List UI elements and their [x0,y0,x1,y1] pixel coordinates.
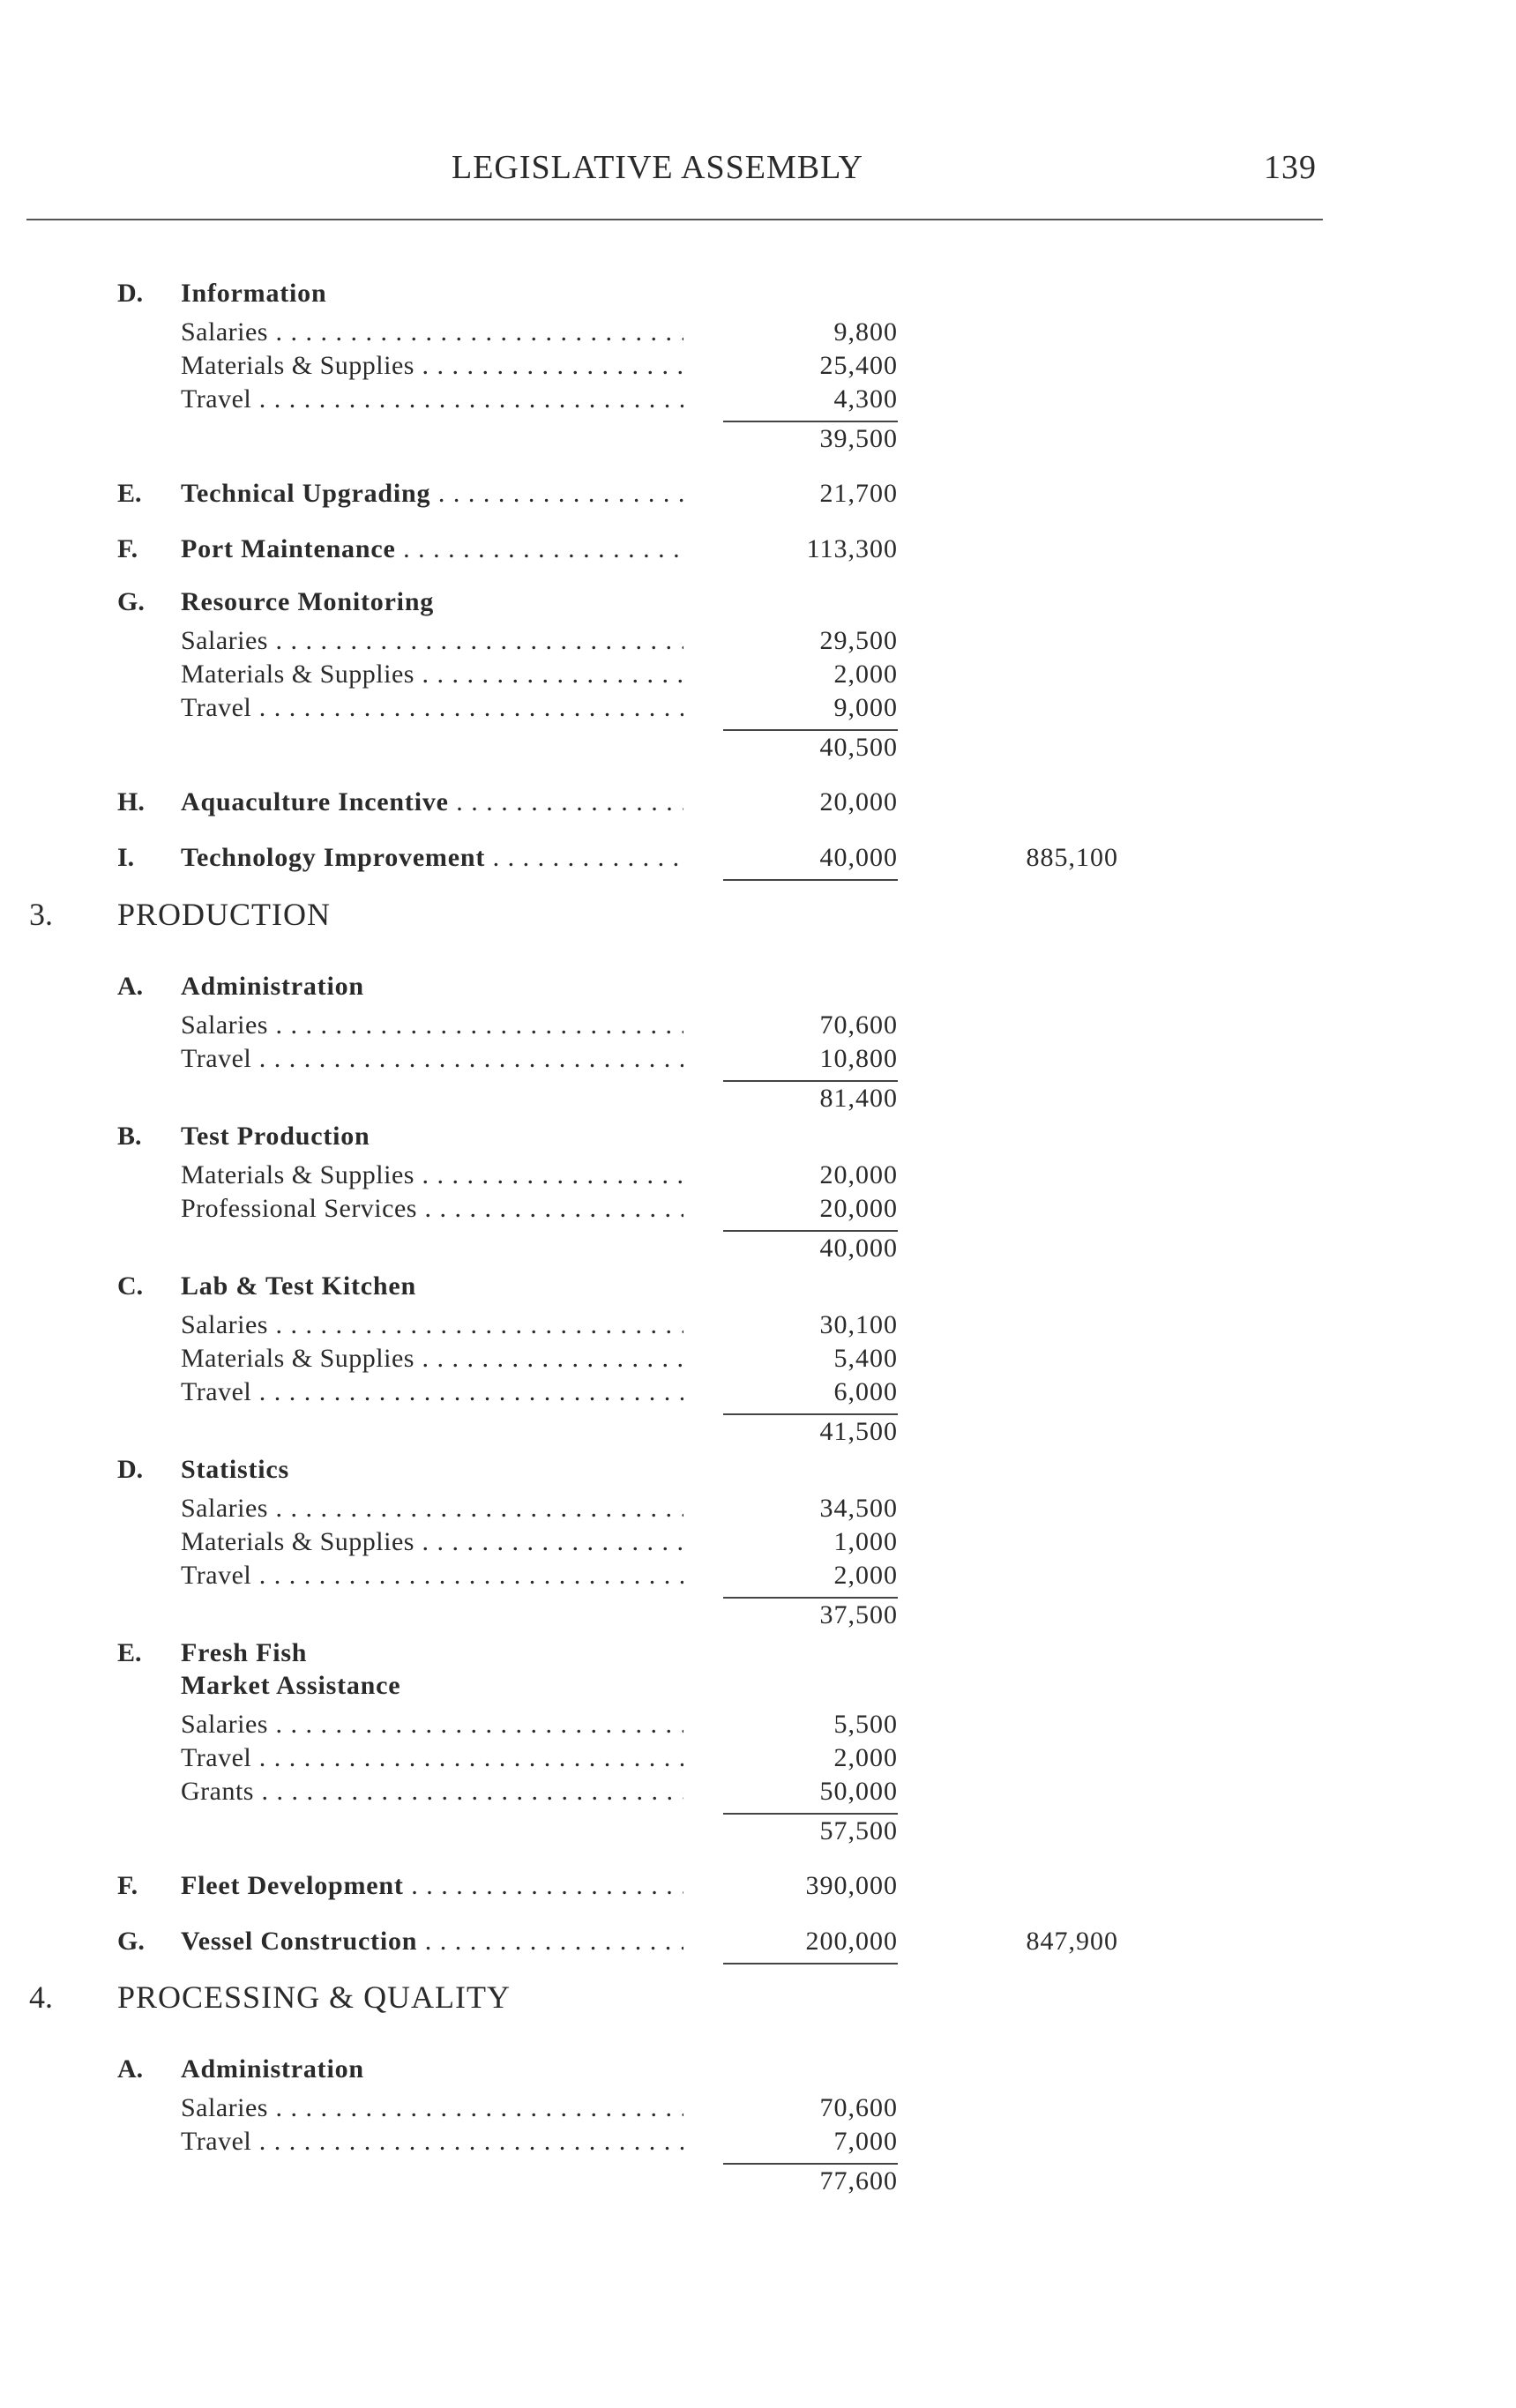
section-heading [0,1979,1516,2015]
amount: 390,000 [805,1871,898,1900]
subsection-row [0,1668,1516,1703]
subsection-row [0,840,1516,876]
subsection-letter: E. [117,479,142,508]
section-total: 847,900 [1026,1927,1118,1956]
subtotal-amount: 40,500 [819,733,898,762]
section-number: 3. [29,897,53,932]
subtotal-row [0,1598,1516,1633]
subsection-row [0,476,1516,511]
line-item [0,348,1516,384]
line-item [0,382,1516,417]
subsection-label: Aquaculture Incentive . . . [181,785,683,820]
line-item-amount: 25,400 [819,351,898,380]
subtotal-row [0,730,1516,765]
subsection-letter: F. [117,1871,138,1900]
subtotal-amount: 40,000 [819,1234,898,1263]
amount: 21,700 [819,479,898,508]
line-item-amount: 4,300 [723,382,898,417]
subsection-letter: H. [117,787,145,816]
subsection-label: Fleet Development . . . [181,1868,683,1904]
line-item [0,1741,1516,1776]
subtotal-row [0,421,1516,457]
line-item-amount: 20,000 [819,1160,898,1189]
subsection-label: Resource Monitoring [181,587,435,616]
line-item-amount: 2,000 [833,1743,898,1772]
subsection-row [0,1924,1516,1959]
line-item-amount: 34,500 [819,1494,898,1523]
line-item-amount: 9,800 [833,317,898,347]
subsection-label: Statistics [181,1455,289,1484]
line-item-amount: 30,100 [819,1310,898,1339]
line-item-amount: 5,400 [833,1344,898,1373]
subsection-letter: C. [117,1271,144,1301]
line-item [0,2124,1516,2159]
amount: 200,000 [723,1924,898,1959]
line-item-amount: 9,000 [723,690,898,726]
section-total: 885,100 [1026,843,1118,872]
line-item-label: Materials & Supplies . . . [181,1158,683,1193]
line-item-label: Salaries . . . [181,1707,683,1742]
subsection-row [0,585,1516,620]
subsection-letter: G. [117,587,145,616]
line-item-label: Travel . . . [181,690,683,726]
subtotal-row [0,1414,1516,1450]
subsection-label: Market Assistance [181,1671,401,1700]
line-item [0,1707,1516,1742]
subsection-row [0,1636,1516,1671]
line-item [0,1191,1516,1226]
line-item-amount: 1,000 [833,1527,898,1556]
line-item [0,1341,1516,1376]
subsection-label: Vessel Construction . . . [181,1924,683,1959]
line-item [0,315,1516,350]
section-title: PROCESSING & QUALITY [117,1979,512,2015]
line-item [0,657,1516,692]
subsection-label: Fresh Fish [181,1638,308,1667]
line-item-label: Salaries . . . [181,2091,683,2126]
line-item [0,1158,1516,1193]
subsection-label: Lab & Test Kitchen [181,1271,416,1301]
line-item-label: Grants . . . [181,1774,683,1809]
line-item-label: Travel . . . [181,1375,683,1410]
line-item-label: Travel . . . [181,1558,683,1593]
subsection-label: Port Maintenance . . . [181,532,683,567]
subtotal-amount: 81,400 [819,1084,898,1113]
subsection-label: Test Production [181,1122,370,1151]
line-item-label: Travel . . . [181,1741,683,1776]
subtotal-row [0,1231,1516,1266]
subtotal-row [0,1814,1516,1849]
section-number: 4. [29,1979,53,2015]
subsection-label: Administration [181,972,364,1001]
line-item-amount: 50,000 [723,1774,898,1809]
line-item [0,1041,1516,1077]
line-item-amount: 2,000 [833,660,898,689]
line-item [0,1308,1516,1343]
subsection-letter: I. [117,843,135,872]
subsection-letter: D. [117,1455,144,1484]
line-item [0,623,1516,659]
subsection-row [0,969,1516,1004]
line-item [0,1491,1516,1526]
subsection-label: Technology Improvement . . . [181,840,683,876]
line-item-amount: 6,000 [723,1375,898,1410]
line-item-label: Travel . . . [181,1041,683,1077]
line-item-amount: 10,800 [723,1041,898,1077]
subsection-letter: F. [117,534,138,563]
line-item-amount: 70,600 [819,2093,898,2122]
line-item-label: Salaries . . . [181,1008,683,1043]
subtotal-amount: 57,500 [819,1816,898,1845]
subsection-row [0,785,1516,820]
line-item-label: Materials & Supplies . . . [181,1525,683,1560]
subsection-letter: G. [117,1927,145,1956]
subsection-label: Information [181,279,327,308]
subsection-label: Technical Upgrading . . . [181,476,683,511]
subsection-letter: B. [117,1122,142,1151]
line-item-amount: 70,600 [819,1010,898,1040]
line-item-label: Professional Services . . . [181,1191,683,1226]
line-item-label: Salaries . . . [181,1491,683,1526]
subtotal-amount: 37,500 [819,1600,898,1629]
line-item-label: Salaries . . . [181,1308,683,1343]
subsection-row [0,1452,1516,1487]
line-item-amount: 2,000 [723,1558,898,1593]
line-item-label: Salaries . . . [181,315,683,350]
amount: 40,000 [723,840,898,876]
page-number: 139 [1264,149,1317,186]
line-item-label: Travel . . . [181,382,683,417]
subsection-row [0,1119,1516,1154]
line-item [0,1774,1516,1809]
subtotal-row [0,1081,1516,1116]
line-item-label: Materials & Supplies . . . [181,348,683,384]
line-item [0,1525,1516,1560]
subsection-row [0,276,1516,311]
line-item-label: Materials & Supplies . . . [181,1341,683,1376]
subsection-row [0,2052,1516,2087]
subtotal-amount: 41,500 [819,1417,898,1446]
line-item [0,1375,1516,1410]
line-item-label: Travel . . . [181,2124,683,2159]
line-item-amount: 5,500 [833,1710,898,1739]
subsection-letter: A. [117,972,144,1001]
subsection-letter: A. [117,2054,144,2084]
amount: 113,300 [806,534,898,563]
subtotal-row [0,2164,1516,2199]
section-heading [0,897,1516,932]
subsection-letter: E. [117,1638,142,1667]
section-title: PRODUCTION [117,897,332,932]
line-item-label: Salaries . . . [181,623,683,659]
subsection-letter: D. [117,279,144,308]
line-item-amount: 7,000 [723,2124,898,2159]
line-item-amount: 20,000 [723,1191,898,1226]
subsection-row [0,1269,1516,1304]
subsection-row [0,1868,1516,1904]
line-item-amount: 29,500 [819,626,898,655]
line-item-label: Materials & Supplies . . . [181,657,683,692]
line-item [0,690,1516,726]
page-header-title: LEGISLATIVE ASSEMBLY [452,149,863,186]
amount: 20,000 [819,787,898,816]
subsection-row [0,532,1516,567]
subsection-label: Administration [181,2054,364,2084]
line-item [0,2091,1516,2126]
line-item [0,1558,1516,1593]
line-item [0,1008,1516,1043]
subtotal-amount: 39,500 [819,424,898,453]
subtotal-amount: 77,600 [819,2166,898,2196]
